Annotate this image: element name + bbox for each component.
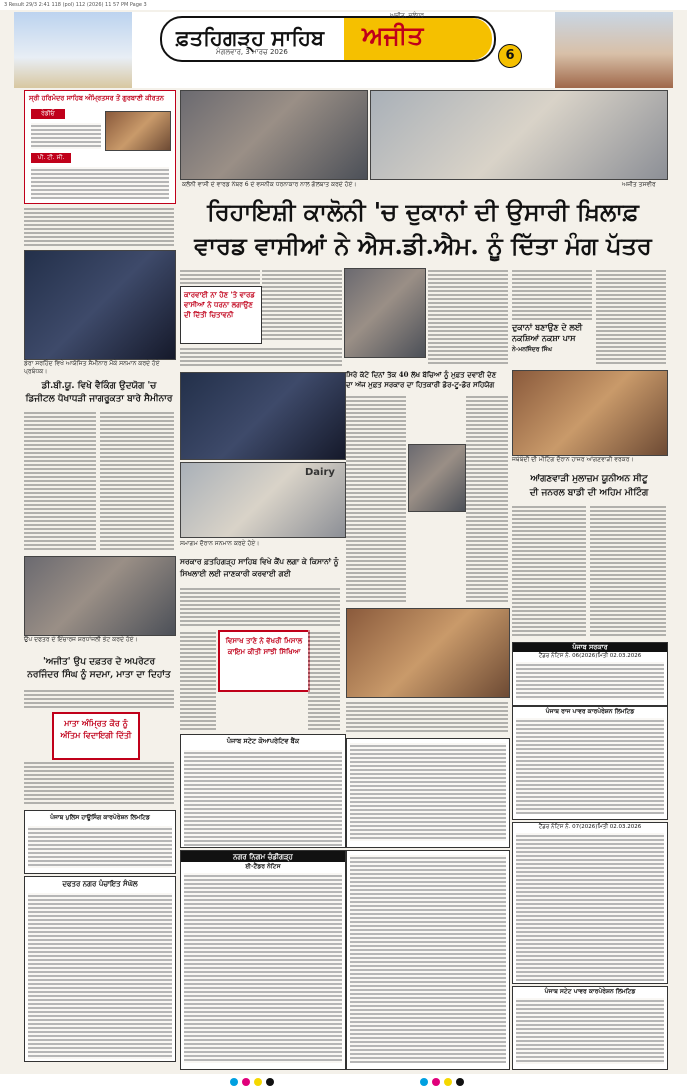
office-headline-line2: ਨਰਜਿੰਦਰ ਸਿੰਘ ਨੂੰ ਸਦਮਾ, ਮਾਤਾ ਦਾ ਦਿਹਾਂਤ (27, 670, 171, 680)
anganwadi-photo (512, 370, 668, 456)
seminar-caption: ਡੇਰਾ ਸਰਹਿੰਦ ਵਿਖੇ ਆਯੋਜਿਤ ਸੈਮੀਨਾਰ ਮੌਕੇ ਸਨਮਾਨ ਕਰਦੇ ਹੋਏ ਪ੍ਰਬੰਧਕ। (24, 360, 160, 375)
ad-tag-ptc: ਪੀ. ਟੀ. ਸੀ. (31, 153, 71, 163)
seminar-photo (24, 250, 176, 360)
ad-tag-radio: ਰੇਡੀਓ (31, 109, 65, 119)
event-caption: ਸਮਾਗਮ ਦੌਰਾਨ ਸਨਮਾਨ ਕਰਦੇ ਹੋਏ। (180, 540, 260, 547)
story-headline (346, 370, 508, 390)
langar-photo (346, 608, 510, 698)
office-headline (24, 656, 174, 682)
issue-date: ਮੰਗਲਵਾਰ, 3 ਮਾਰਚ 2026 (216, 48, 288, 56)
fort-photo (555, 12, 673, 88)
cooperative-bank-notice: ਪੰਜਾਬ ਸਟੇਟ ਕੋਆਪਰੇਟਿਵ ਬੈਂਕ (180, 734, 346, 848)
brand-logo: ਅਜੀਤ (344, 18, 492, 60)
main-story-bottom (180, 346, 342, 368)
anganwadi-caption: ਜਥੇਬੰਦੀ ਦੀ ਮੀਟਿੰਗ ਦੌਰਾਨ ਹਾਜ਼ਰ ਆਂਗਣਵਾੜੀ ਵਰਕਰ। (512, 456, 634, 463)
story-headline-line2: ਦਾ ਅੱਜ ਮੁਫ਼ਤ ਸਰਕਾਰ ਦਾ ਹਿਤਕਾਰੀ ਡੋਰ-ਟੂ-ਡੋਰ ਸਹਿਯੋਗ (346, 380, 495, 389)
main-story-intro (180, 268, 260, 284)
anganwadi-text-col2 (590, 504, 666, 638)
top-photo-credit: ਅਜੀਤ ਤਸਵੀਰ (622, 181, 656, 188)
tender-notice-mid (346, 738, 510, 848)
seminar-text-col1 (24, 410, 96, 550)
pspcl-tender-box: ਪੰਜਾਬ ਰਾਜ ਪਾਵਰ ਕਾਰਪੋਰੇਸ਼ਨ ਲਿਮਟਿਡ (512, 706, 668, 820)
masthead-banner (160, 16, 496, 62)
dairy-sign: Dairy (305, 467, 335, 478)
tender-table-notice: ਟੈਂਡਰ ਨੋਟਿਸ ਨੰ. 07(2026)ਮਿਤੀ 02.03.2026 (512, 822, 668, 984)
gurdwara-photo (14, 12, 132, 88)
municipal-corp-notice: ਨਗਰ ਨਿਗਮ ਚੰਡੀਗੜ੍ਹ ਈ-ਟੈਂਡਰ ਨੋਟਿਸ (180, 850, 346, 1070)
office-headline-line1: 'ਅਜੀਤ' ਉਪ ਦਫ਼ਤਰ ਦੇ ਅਪਰੇਟਰ (42, 657, 156, 667)
warning-box: ਕਾਰਵਾਈ ਨਾ ਹੋਣ 'ਤੇ ਵਾਰਡ ਵਾਸੀਆਂ ਨੇ ਧਰਨਾ ਲਗਾਉਣ ਦੀ ਦਿੱਤੀ ਚਿਤਾਵਨੀ (180, 286, 262, 344)
ad-schedule (31, 167, 169, 199)
residents-photo (180, 90, 368, 180)
main-headline-line1: ਰਿਹਾਇਸ਼ੀ ਕਾਲੋਨੀ 'ਚ ਦੁਕਾਨਾਂ ਦੀ ਉਸਾਰੀ ਖ਼ਿਲਾਫ਼ (207, 197, 639, 226)
seminar-text-col2 (100, 410, 174, 550)
ad-text (31, 123, 101, 149)
main-story-col2 (262, 268, 342, 342)
story-text-col2 (466, 394, 508, 604)
obituary-box: ਮਾਤਾ ਅੰਮ੍ਰਿਤ ਕੌਰ ਨੂੰ ਅੰਤਿਮ ਵਿਦਾਇਗੀ ਦਿੱਤੀ (52, 712, 140, 760)
top-photo-caption: ਕਲੋਨੀ ਵਾਸੀ ਦੇ ਵਾਰਡ ਨੰਬਰ 6 ਦੇ ਵਸਨੀਕ ਧਰਨਾਕਾਰ ਨਾਲ ਗੱਲਬਾਤ ਕਰਦੇ ਹੋਏ। (182, 181, 357, 188)
dairy-event-photo (180, 462, 346, 538)
office-text-bottom (24, 760, 174, 806)
office-photo (24, 556, 176, 636)
story-text-col1 (346, 394, 406, 604)
mid-highlight-box: ਵਿਸਾਖ ਤਾਣੇ ਨੇ ਵੱਖਰੀ ਮਿਸਾਲ ਕਾਇਮ ਕੀਤੀ ਸਾਂਝੀ ਸਿੱਖਿਆ (218, 630, 310, 692)
print-strip: 3 Result 29/3 2:41 118 (pol) 112 (2026) 11 57 PM Page 3 (0, 0, 687, 10)
camp-headline-line2: ਸਿਖਲਾਈ ਲਈ ਜਾਣਕਾਰੀ ਕਰਵਾਈ ਗਈ (180, 569, 291, 578)
seminar-headline-line2: ਡਿਜੀਟਲ ਧੋਖਾਧੜੀ ਜਾਗਰੂਕਤਾ ਬਾਰੇ ਸੈਮੀਨਾਰ (25, 394, 173, 404)
ad-footer-text (24, 206, 174, 246)
power-corp-notice-mid (346, 850, 510, 1070)
golden-temple-photo (105, 111, 171, 151)
office-caption: ਉਪ ਦਫਤਰ ਦੇ ਇੰਚਾਰਜ ਸ਼ਰਧਾਂਜਲੀ ਭੇਟ ਕਰਦੇ ਹੋਏ। (24, 636, 138, 643)
main-story-col5 (596, 268, 666, 364)
seminar-headline (24, 380, 174, 406)
main-story-col3 (428, 268, 508, 364)
police-housing-notice: ਪੰਜਾਬ ਪੁਲਿਸ ਹਾਊਸਿੰਗ ਕਾਰਪੋਰੇਸ਼ਨ ਲਿਮਟਿਡ (24, 810, 176, 874)
page-title: ਫ਼ਤਹਿਗੜ੍ਹ ਸਾਹਿਬ (176, 25, 325, 50)
edition-label: ਅਜੀਤ, ਜਲੰਧਰ (390, 12, 425, 19)
langar-caption (346, 700, 508, 734)
anganwadi-text-col1 (512, 504, 586, 638)
shops-box (512, 322, 602, 355)
ad-heading: ਸ੍ਰੀ ਹਰਿਮੰਦਰ ਸਾਹਿਬ ਅੰਮ੍ਰਿਤਸਰ ਤੋਂ ਗੁਰਬਾਣੀ ਕੀਰਤਨ (29, 94, 164, 102)
anganwadi-headline (512, 472, 666, 500)
office-text-top (24, 688, 174, 708)
stage-event-photo (180, 372, 346, 460)
camp-headline-line1: ਸਰਕਾਰ ਫ਼ਤਹਿਗੜ੍ਹ ਸਾਹਿਬ ਵਿਖੇ ਕੈਂਪ ਲਗਾ ਕੇ ਕਿਸਾਨਾਂ ਨੂੰ (180, 557, 339, 566)
portrait-photo (344, 268, 426, 358)
shops-byline: ਨੇ-ਮਨਜਿੰਦਰ ਸਿੰਘ (512, 346, 552, 353)
kirtan-ad (24, 90, 176, 204)
nagar-panchayat-notice: ਦਫਤਰ ਨਗਰ ਪੰਚਾਇਤ ਸੰਘੋਲ (24, 876, 176, 1062)
anganwadi-headline-line2: ਦੀ ਜਨਰਲ ਬਾਡੀ ਦੀ ਅਹਿਮ ਮੀਟਿੰਗ (529, 488, 649, 498)
story-headline-line1: ਸਿਰੇ ਕੱਟੇ ਦਿਨਾਂ ਤੱਕ 40 ਲੱਖ ਬੱਚਿਆਂ ਨੂੰ ਮੁਫ਼ਤ ਦਵਾਈ ਦੇਣ (346, 370, 497, 379)
landscape-photo (370, 90, 668, 180)
punjab-govt-tender: ਪੰਜਾਬ ਸਰਕਾਰ ਟੈਂਡਰ ਨੋਟਿਸ ਨੰ. 06(2026)ਮਿਤੀ 02.03.2026 (512, 642, 668, 706)
official-portrait (408, 444, 466, 512)
main-headline-line2: ਵਾਰਡ ਵਾਸੀਆਂ ਨੇ ਐਸ.ਡੀ.ਐਮ. ਨੂੰ ਦਿੱਤਾ ਮੰਗ ਪੱਤਰ (194, 231, 652, 260)
page-number: 6 (498, 44, 522, 68)
camp-text-left (180, 630, 216, 730)
print-footer (0, 1074, 687, 1089)
camp-headline (180, 556, 340, 580)
shops-box-text: ਦੁਕਾਨਾਂ ਬਣਾਉਣ ਦੇ ਲਈ ਨਕਸ਼ਿਆਂ ਨਕਸ਼ਾ ਪਾਸ (512, 322, 583, 343)
pspcl-bottom-notice: ਪੰਜਾਬ ਸਟੇਟ ਪਾਵਰ ਕਾਰਪੋਰੇਸ਼ਨ ਲਿਮਟਿਡ (512, 986, 668, 1070)
seminar-headline-line1: ਡੀ.ਬੀ.ਯੂ. ਵਿਖੇ ਵੈਕਿੰਗ ਉਦਯੋਗ 'ਚ (41, 381, 157, 391)
main-story-col4 (512, 268, 592, 320)
anganwadi-headline-line1: ਆਂਗਣਵਾੜੀ ਮੁਲਾਜ਼ਮ ਯੂਨੀਅਨ ਸੀਟੂ (530, 474, 648, 484)
camp-text-top (180, 586, 340, 626)
camp-text-right (308, 630, 340, 730)
